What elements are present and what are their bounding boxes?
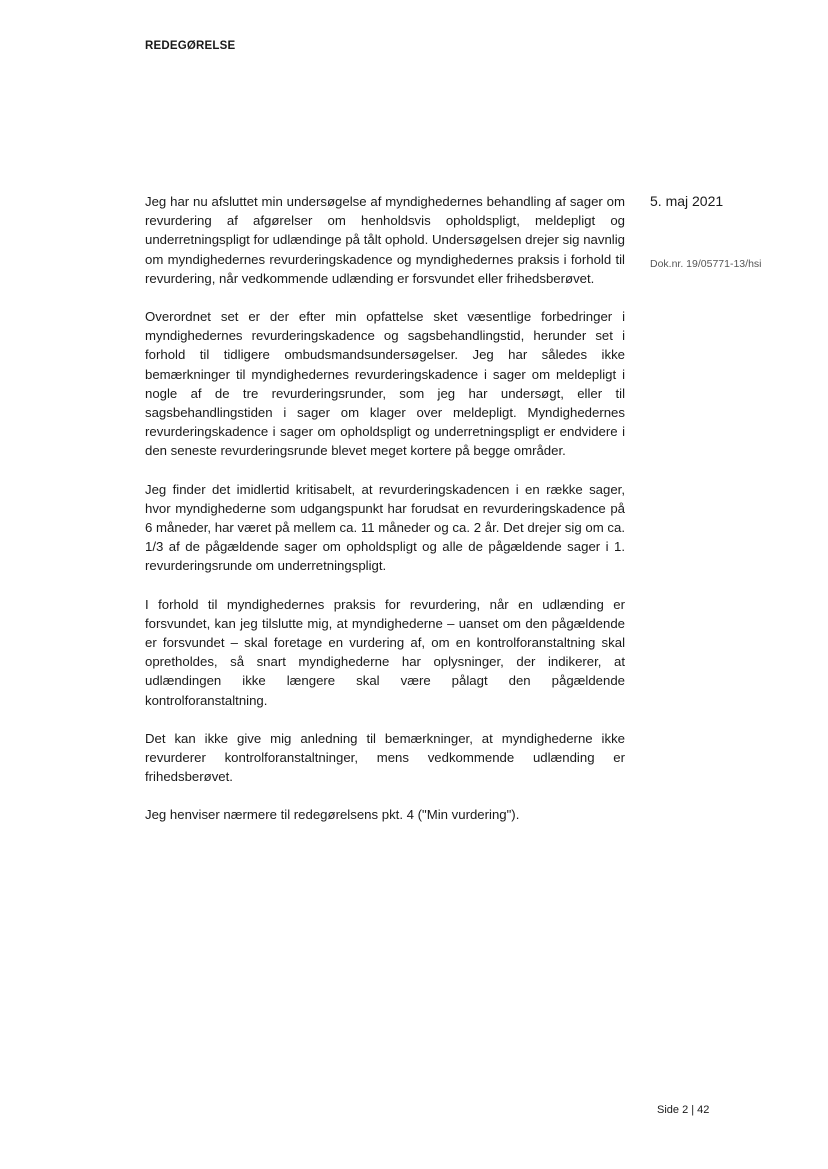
body-paragraph-3: Jeg finder det imidlertid kritisabelt, at revurderingskadencen i en række sager, hvor myndighederne som udgangspunkt har forudsat en revurderingskadence på 6 måneder, har været på mellem ca. 11 måneder og ca. 2 år. Det drejer sig om ca. 1/3 af de pågældende sager om opholdspligt og alle de pågældende sager i 1. revurderingsrunde om underretningspligt. <box>145 481 625 574</box>
document-date: 5. maj 2021 <box>650 193 724 209</box>
body-paragraph-4: I forhold til myndighedernes praksis for revurdering, når en udlænding er forsvundet, kan jeg tilslutte mig, at myndighederne – uanset om den pågældende er forsvundet – skal foretage en vurdering af, om en kontrolforanstaltning skal opretholdes, så snart myndighederne har oplysninger, der indikerer, at udlændingen ikke længere skal være pålagt den pågældende kontrolforanstaltning. <box>145 596 625 708</box>
body-paragraph-2: Overordnet set er der efter min opfattelse sket væsentlige forbedringer i myndighedernes revurderingskadence og sagsbehandlingstid, herunder set i forhold til tidligere ombudsmandsundersøgelser. Jeg har således ikke bemærkninger til myndighedernes revurderingskadence i sager om meldepligt i nogle af de tre revurderingsrunder, som jeg har undersøgt, eller til sagsbehandlingstiden i sager om klager over meldepligt. Myndighedernes revurderingskadence i sager om opholdspligt og underretningspligt er endvidere i den seneste revurderingsrunde blevet meget kortere på begge områder. <box>145 309 625 459</box>
document-body <box>145 192 625 844</box>
document-type-label: REDEGØRELSE <box>145 40 236 52</box>
page-number: Side 2 | 42 <box>657 1104 710 1116</box>
body-paragraph-5: Det kan ikke give mig anledning til bemærkninger, at myndighederne ikke revurderer kontrolforanstaltninger, mens vedkommende udlænding er frihedsberøvet. <box>145 730 625 785</box>
document-number: Dok.nr. 19/05771-13/hsi <box>650 258 762 270</box>
body-paragraph-1: Jeg har nu afsluttet min undersøgelse af myndighedernes behandling af sager om revurdering af afgørelser om henholdsvis opholdspligt, meldepligt og underretningspligt for udlændinge på tålt ophold. Undersøgelsen drejer sig navnlig om myndighedernes revurderingskadence og myndighedernes praksis i forhold til revurdering, når vedkommende udlænding er forsvundet eller frihedsberøvet. <box>145 194 625 286</box>
body-paragraph-6: Jeg henviser nærmere til redegørelsens pkt. 4 ("Min vurdering"). <box>145 807 520 823</box>
